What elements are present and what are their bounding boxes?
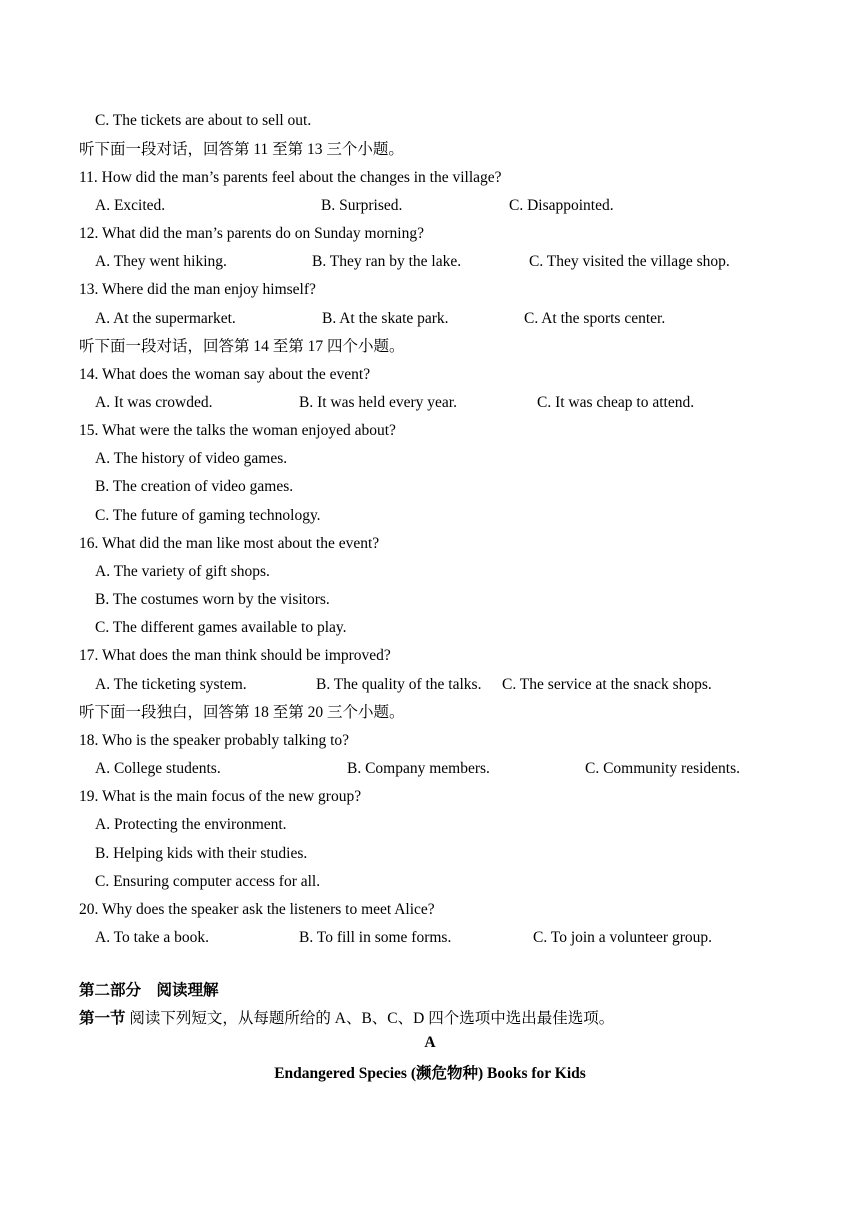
section-one-heading <box>79 1009 614 1029</box>
q20-option-b: B. To fill in some forms. <box>299 929 452 946</box>
q16-option-a: A. The variety of gift shops. <box>95 563 270 580</box>
q15-option-b: B. The creation of video games. <box>95 478 294 495</box>
question-18: 18. Who is the speaker probably talking to? <box>79 732 350 749</box>
q12-option-b: B. They ran by the lake. <box>312 253 462 270</box>
q11-option-c: C. Disappointed. <box>509 197 614 214</box>
passage-letter: A <box>424 1034 436 1051</box>
q18-option-b: B. Company members. <box>347 760 490 777</box>
q17-option-c: C. The service at the snack shops. <box>502 676 712 693</box>
q17-option-a: A. The ticketing system. <box>95 676 247 693</box>
q15-option-a: A. The history of video games. <box>95 450 288 467</box>
q13-option-c: C. At the sports center. <box>524 310 666 327</box>
question-19: 19. What is the main focus of the new group? <box>79 788 362 805</box>
q11-option-b: B. Surprised. <box>321 197 403 214</box>
section-one-label: 第一节 <box>79 1010 126 1027</box>
question-15: 15. What were the talks the woman enjoyed about? <box>79 422 396 439</box>
q13-option-b: B. At the skate park. <box>322 310 449 327</box>
section-one-instruction: 阅读下列短文，从每题所给的 A、B、C、D 四个选项中选出最佳选项。 <box>129 1010 615 1027</box>
question-16: 16. What did the man like most about the event? <box>79 535 380 552</box>
q20-option-c: C. To join a volunteer group. <box>533 929 713 946</box>
q20-option-a: A. To take a book. <box>95 929 209 946</box>
q19-option-a: A. Protecting the environment. <box>95 816 287 833</box>
question-11: 11. How did the man’s parents feel about the changes in the village? <box>79 169 502 186</box>
question-20: 20. Why does the speaker ask the listeners to meet Alice? <box>79 901 435 918</box>
q14-option-b: B. It was held every year. <box>299 394 457 411</box>
passage-title: Endangered Species (濒危物种) Books for Kids <box>274 1065 586 1082</box>
q16-option-c: C. The different games available to play. <box>95 619 347 636</box>
instruction-11-13: 听下面一段对话，回答第 11 至第 13 三个小题。 <box>79 141 404 158</box>
q10-option-c: C. The tickets are about to sell out. <box>95 112 312 129</box>
question-12: 12. What did the man’s parents do on Sunday morning? <box>79 225 424 242</box>
question-13: 13. Where did the man enjoy himself? <box>79 281 316 298</box>
q19-option-c: C. Ensuring computer access for all. <box>95 873 321 890</box>
q18-option-a: A. College students. <box>95 760 221 777</box>
q16-option-b: B. The costumes worn by the visitors. <box>95 591 330 608</box>
q19-option-b: B. Helping kids with their studies. <box>95 845 308 862</box>
q18-option-c: C. Community residents. <box>585 760 740 777</box>
instruction-14-17: 听下面一段对话，回答第 14 至第 17 四个小题。 <box>79 338 405 355</box>
q15-option-c: C. The future of gaming technology. <box>95 507 321 524</box>
question-14: 14. What does the woman say about the event? <box>79 366 371 383</box>
q14-option-a: A. It was crowded. <box>95 394 213 411</box>
q17-option-b: B. The quality of the talks. <box>316 676 482 693</box>
q11-option-a: A. Excited. <box>95 197 166 214</box>
q12-option-c: C. They visited the village shop. <box>529 253 730 270</box>
question-17: 17. What does the man think should be improved? <box>79 647 391 664</box>
instruction-18-20: 听下面一段独白，回答第 18 至第 20 三个小题。 <box>79 704 405 721</box>
q14-option-c: C. It was cheap to attend. <box>537 394 695 411</box>
part-two-title: 第二部分 阅读理解 <box>79 982 219 999</box>
q12-option-a: A. They went hiking. <box>95 253 227 270</box>
q13-option-a: A. At the supermarket. <box>95 310 236 327</box>
